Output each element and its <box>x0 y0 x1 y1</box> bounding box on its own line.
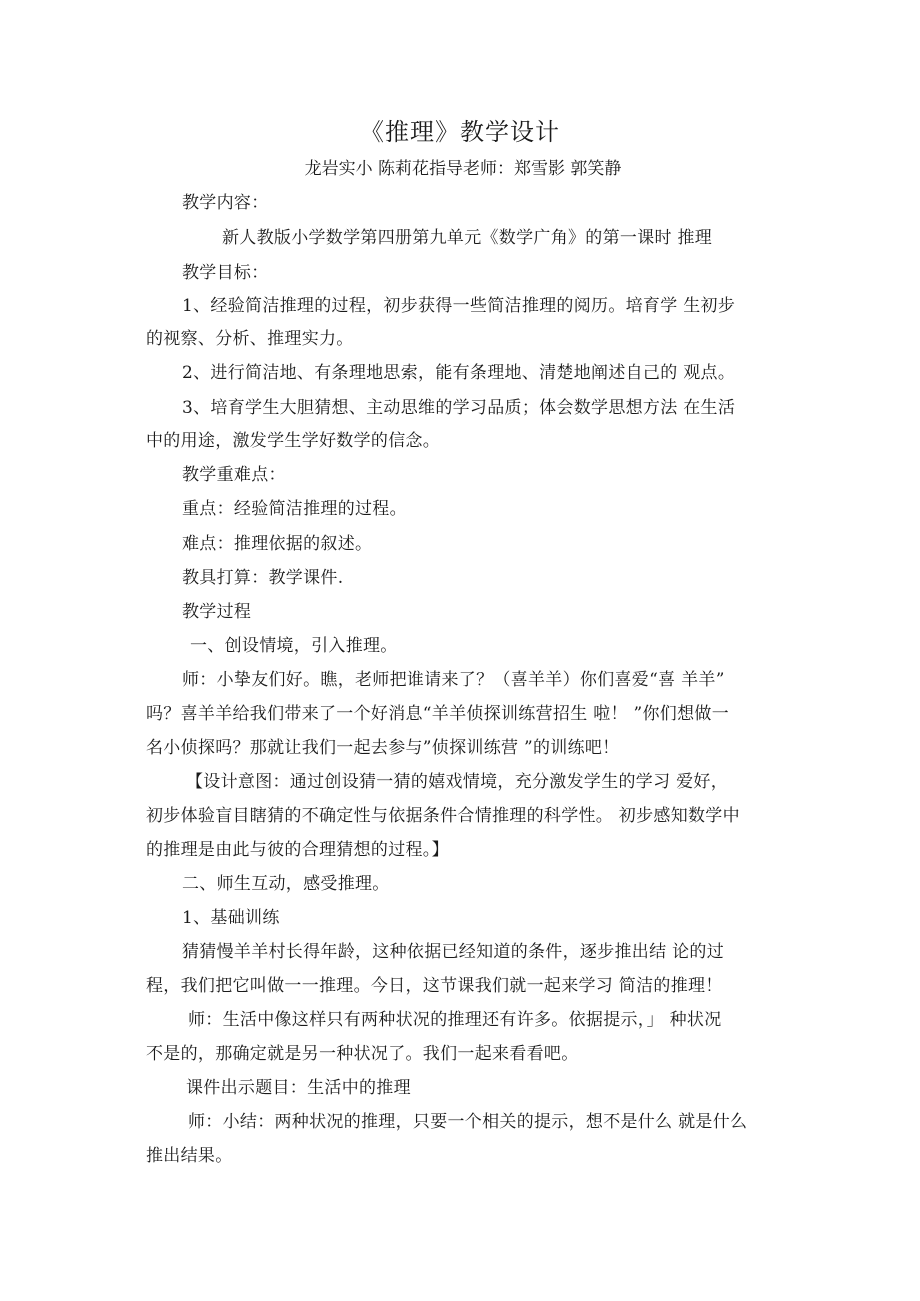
text-line: 教具打算：教学课件. <box>182 568 344 588</box>
text-line: 吗？喜羊羊给我们带来了一个好消息“羊羊侦探训练营招生 啦！ ”你们想做一 <box>146 704 729 724</box>
text-line: 教学重难点： <box>182 465 286 485</box>
text-line: 教学过程 <box>182 602 252 622</box>
text-line: 课件出示题目：生活中的推理 <box>186 1078 411 1098</box>
text-line: 一、创设情境，引入推理。 <box>190 636 398 656</box>
text-line: 教学目标： <box>182 263 269 283</box>
text-line: 2、进行简洁地、有条理地思索，能有条理地、清楚地阐述自己的 观点。 <box>182 363 736 383</box>
document-authors: 龙岩实小 陈莉花指导老师：郑雪影 郭笑静 <box>304 159 622 179</box>
text-line: 师：小结：两种状况的推理，只要一个相关的提示，想不是什么 就是什么 <box>188 1112 748 1132</box>
text-line: 的推理是由此与彼的合理猜想的过程。】 <box>146 840 449 860</box>
text-line: 【设计意图：通过创设猜一猜的嬉戏情境，充分激发学生的学习 爱好， <box>186 772 729 792</box>
document-title: 《推理》教学设计 <box>360 118 560 146</box>
text-line: 二、师生互动，感受推理。 <box>182 874 390 894</box>
text-line: 师：生活中像这样只有两种状况的推理还有许多。依据提示，」 种状况 <box>188 1010 722 1030</box>
text-line: 不是的，那确定就是另一种状况了。我们一起来看看吧。 <box>146 1044 579 1064</box>
text-line: 推出结果。 <box>146 1146 233 1166</box>
text-line: 重点：经验简洁推理的过程。 <box>182 499 407 519</box>
text-line: 教学内容： <box>182 193 269 213</box>
text-line: 中的用途，激发学生学好数学的信念。 <box>146 431 441 451</box>
text-line: 1、基础训练 <box>182 908 280 928</box>
text-line: 师：小挚友们好。瞧，老师把谁请来了？（喜羊羊）你们喜爱“喜 羊羊” <box>182 670 725 690</box>
text-line: 3、培育学生大胆猜想、主动思维的学习品质；体会数学思想方法 在生活 <box>182 398 736 418</box>
text-line: 1、经验简洁推理的过程，初步获得一些简洁推理的阅历。培育学 生初步 <box>182 296 736 316</box>
text-line: 程，我们把它叫做一一推理。今日，这节课我们就一起来学习 简洁的推理！ <box>146 976 723 996</box>
text-line: 的视察、分析、推理实力。 <box>146 329 354 349</box>
text-line: 新人教版小学数学第四册第九单元《数学广角》的第一课时 推理 <box>222 228 713 248</box>
text-line: 初步体验盲目瞎猜的不确定性与依据条件合情推理的科学性。 初步感知数学中 <box>146 806 740 826</box>
text-line: 名小侦探吗？那就让我们一起去参与”侦探训练营 ”的训练吧！ <box>146 738 620 758</box>
text-line: 猜猜慢羊羊村长得年龄，这种依据已经知道的条件，逐步推出结 论的过 <box>182 942 725 962</box>
text-line: 难点：推理依据的叙述。 <box>182 534 373 554</box>
